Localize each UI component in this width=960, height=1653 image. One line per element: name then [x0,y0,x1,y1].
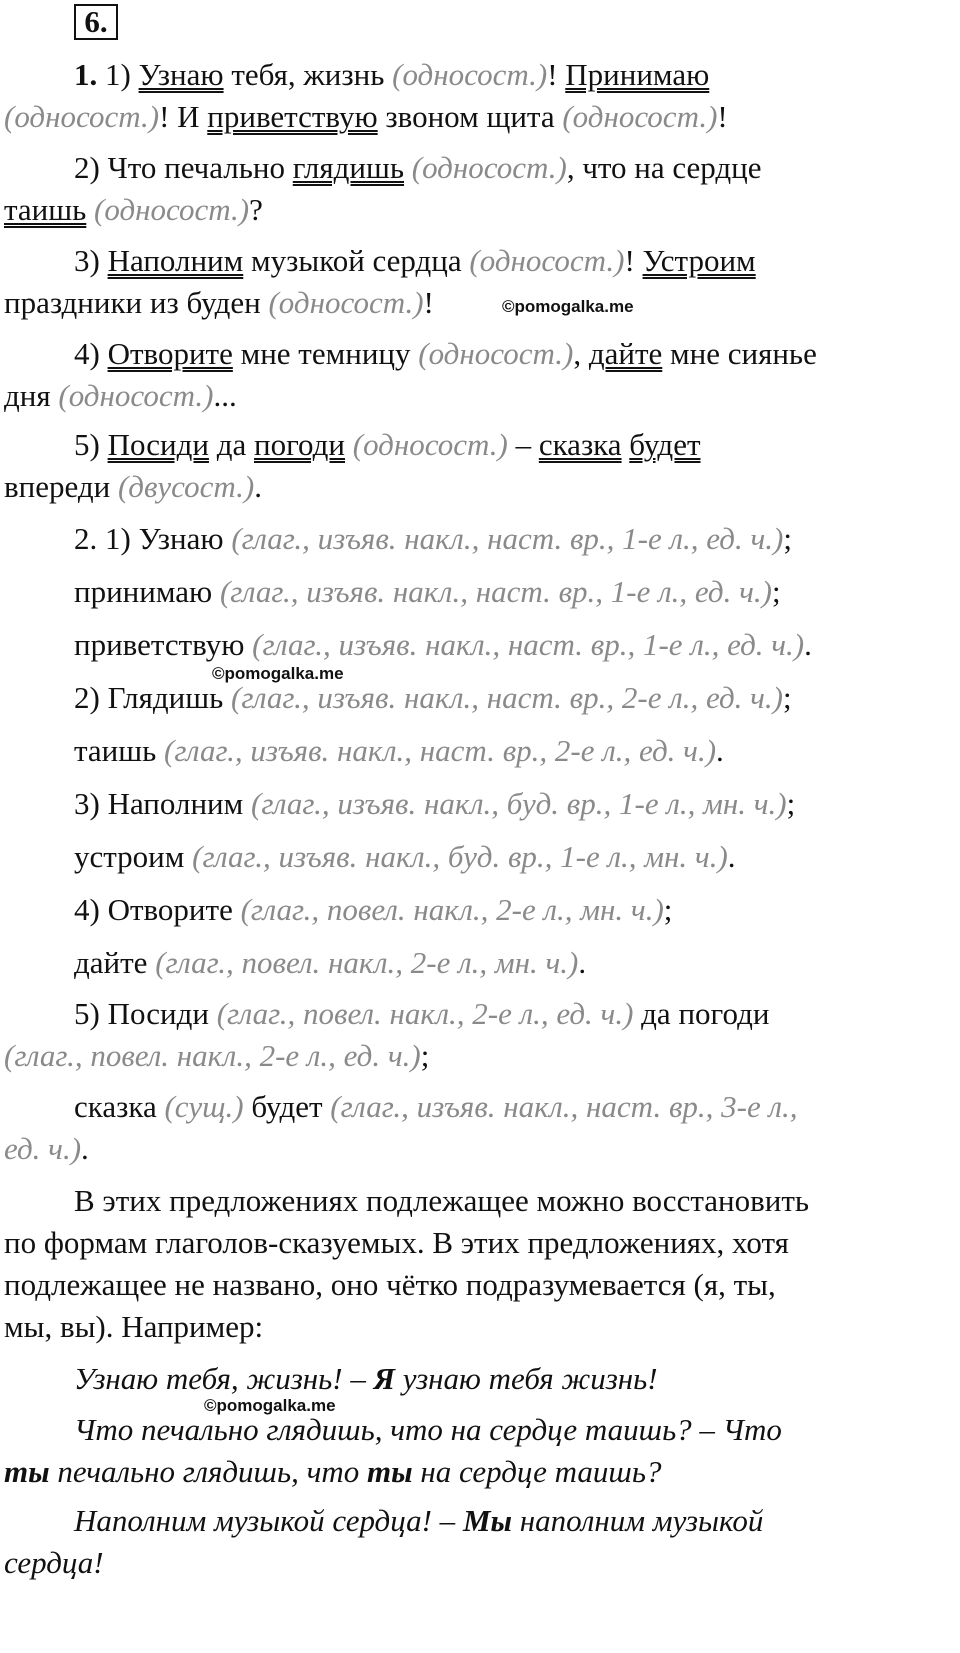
p2-line-8: 4) Отворите (глаг., повел. накл., 2-е л., мн. ч.); [74,892,673,927]
s4-line1: 4) Отворите мне темницу (односост.), дайте мне сиянье [74,336,817,371]
s5-line2: впереди (двусост.). [4,469,263,504]
watermark-2: ©pomogalka.me [212,664,344,683]
p2-line-3: приветствую (глаг., изъяв. накл., наст. вр., 1-е л., ед. ч.). [74,627,812,662]
s4-line2: дня (односост.)... [4,378,237,413]
s2-line1: 2) Что печально глядишь (односост.), что на сердце [74,150,762,185]
watermark-3: ©pomogalka.me [204,1396,336,1415]
p2-line-9: дайте (глаг., повел. накл., 2-е л., мн. ч.). [74,945,587,980]
conclusion-line-1: В этих предложениях подлежащее можно восстановить [74,1183,810,1218]
s1-line1: 1. 1) Узнаю тебя, жизнь (односост.)! Принимаю [74,57,710,92]
s3-line1: 3) Наполним музыкой сердца (односост.)! Устроим [74,243,756,278]
p2-line-1: 2. 1) Узнаю (глаг., изъяв. накл., наст. вр., 1-е л., ед. ч.); [74,521,792,556]
example-2-line1: Что печально глядишь, что на сердце таишь? – Что [74,1412,782,1447]
s3-line2: праздники из буден (односост.)! [4,285,434,320]
example-3-line1: Наполним музыкой сердца! – Мы наполним музыкой [74,1503,764,1538]
p2-line-4: 2) Глядишь (глаг., изъяв. накл., наст. вр., 2-е л., ед. ч.); [74,680,792,715]
p2-s6-line2: ед. ч.). [4,1131,89,1166]
p2-s6-line1: сказка (сущ.) будет (глаг., изъяв. накл., наст. вр., 3-е л., [74,1089,798,1124]
p2-s5-line1: 5) Посиди (глаг., повел. накл., 2-е л., ед. ч.) да погоди [74,996,770,1031]
task-number: 6. [74,4,118,40]
example-3-line2: сердца! [4,1545,104,1580]
p2-line-7: устроим (глаг., изъяв. накл., буд. вр., 1-е л., мн. ч.). [74,839,736,874]
example-2-line2: ты печально глядишь, что ты на сердце таишь? [4,1454,662,1489]
p2-line-6: 3) Наполним (глаг., изъяв. накл., буд. вр., 1-е л., мн. ч.); [74,786,796,821]
p2-line-5: таишь (глаг., изъяв. накл., наст. вр., 2-е л., ед. ч.). [74,733,724,768]
conclusion-line-2: по формам глаголов-сказуемых. В этих предложениях, хотя [4,1225,789,1260]
example-1: Узнаю тебя, жизнь! – Я узнаю тебя жизнь! [74,1361,658,1396]
s2-line2: таишь (односост.)? [4,192,263,227]
s1-line2: (односост.)! И приветствую звоном щита (односост.)! [4,99,728,134]
p2-line-2: принимаю (глаг., изъяв. накл., наст. вр., 1-е л., ед. ч.); [74,574,781,609]
watermark-1: ©pomogalka.me [502,297,634,316]
conclusion-line-4: мы, вы). Например: [4,1309,264,1344]
s5-line1: 5) Посиди да погоди (односост.) – сказка будет [74,427,701,462]
conclusion-line-3: подлежащее не названо, оно чётко подразумевается (я, ты, [4,1267,776,1302]
p2-s5-line2: (глаг., повел. накл., 2-е л., ед. ч.); [4,1038,430,1073]
